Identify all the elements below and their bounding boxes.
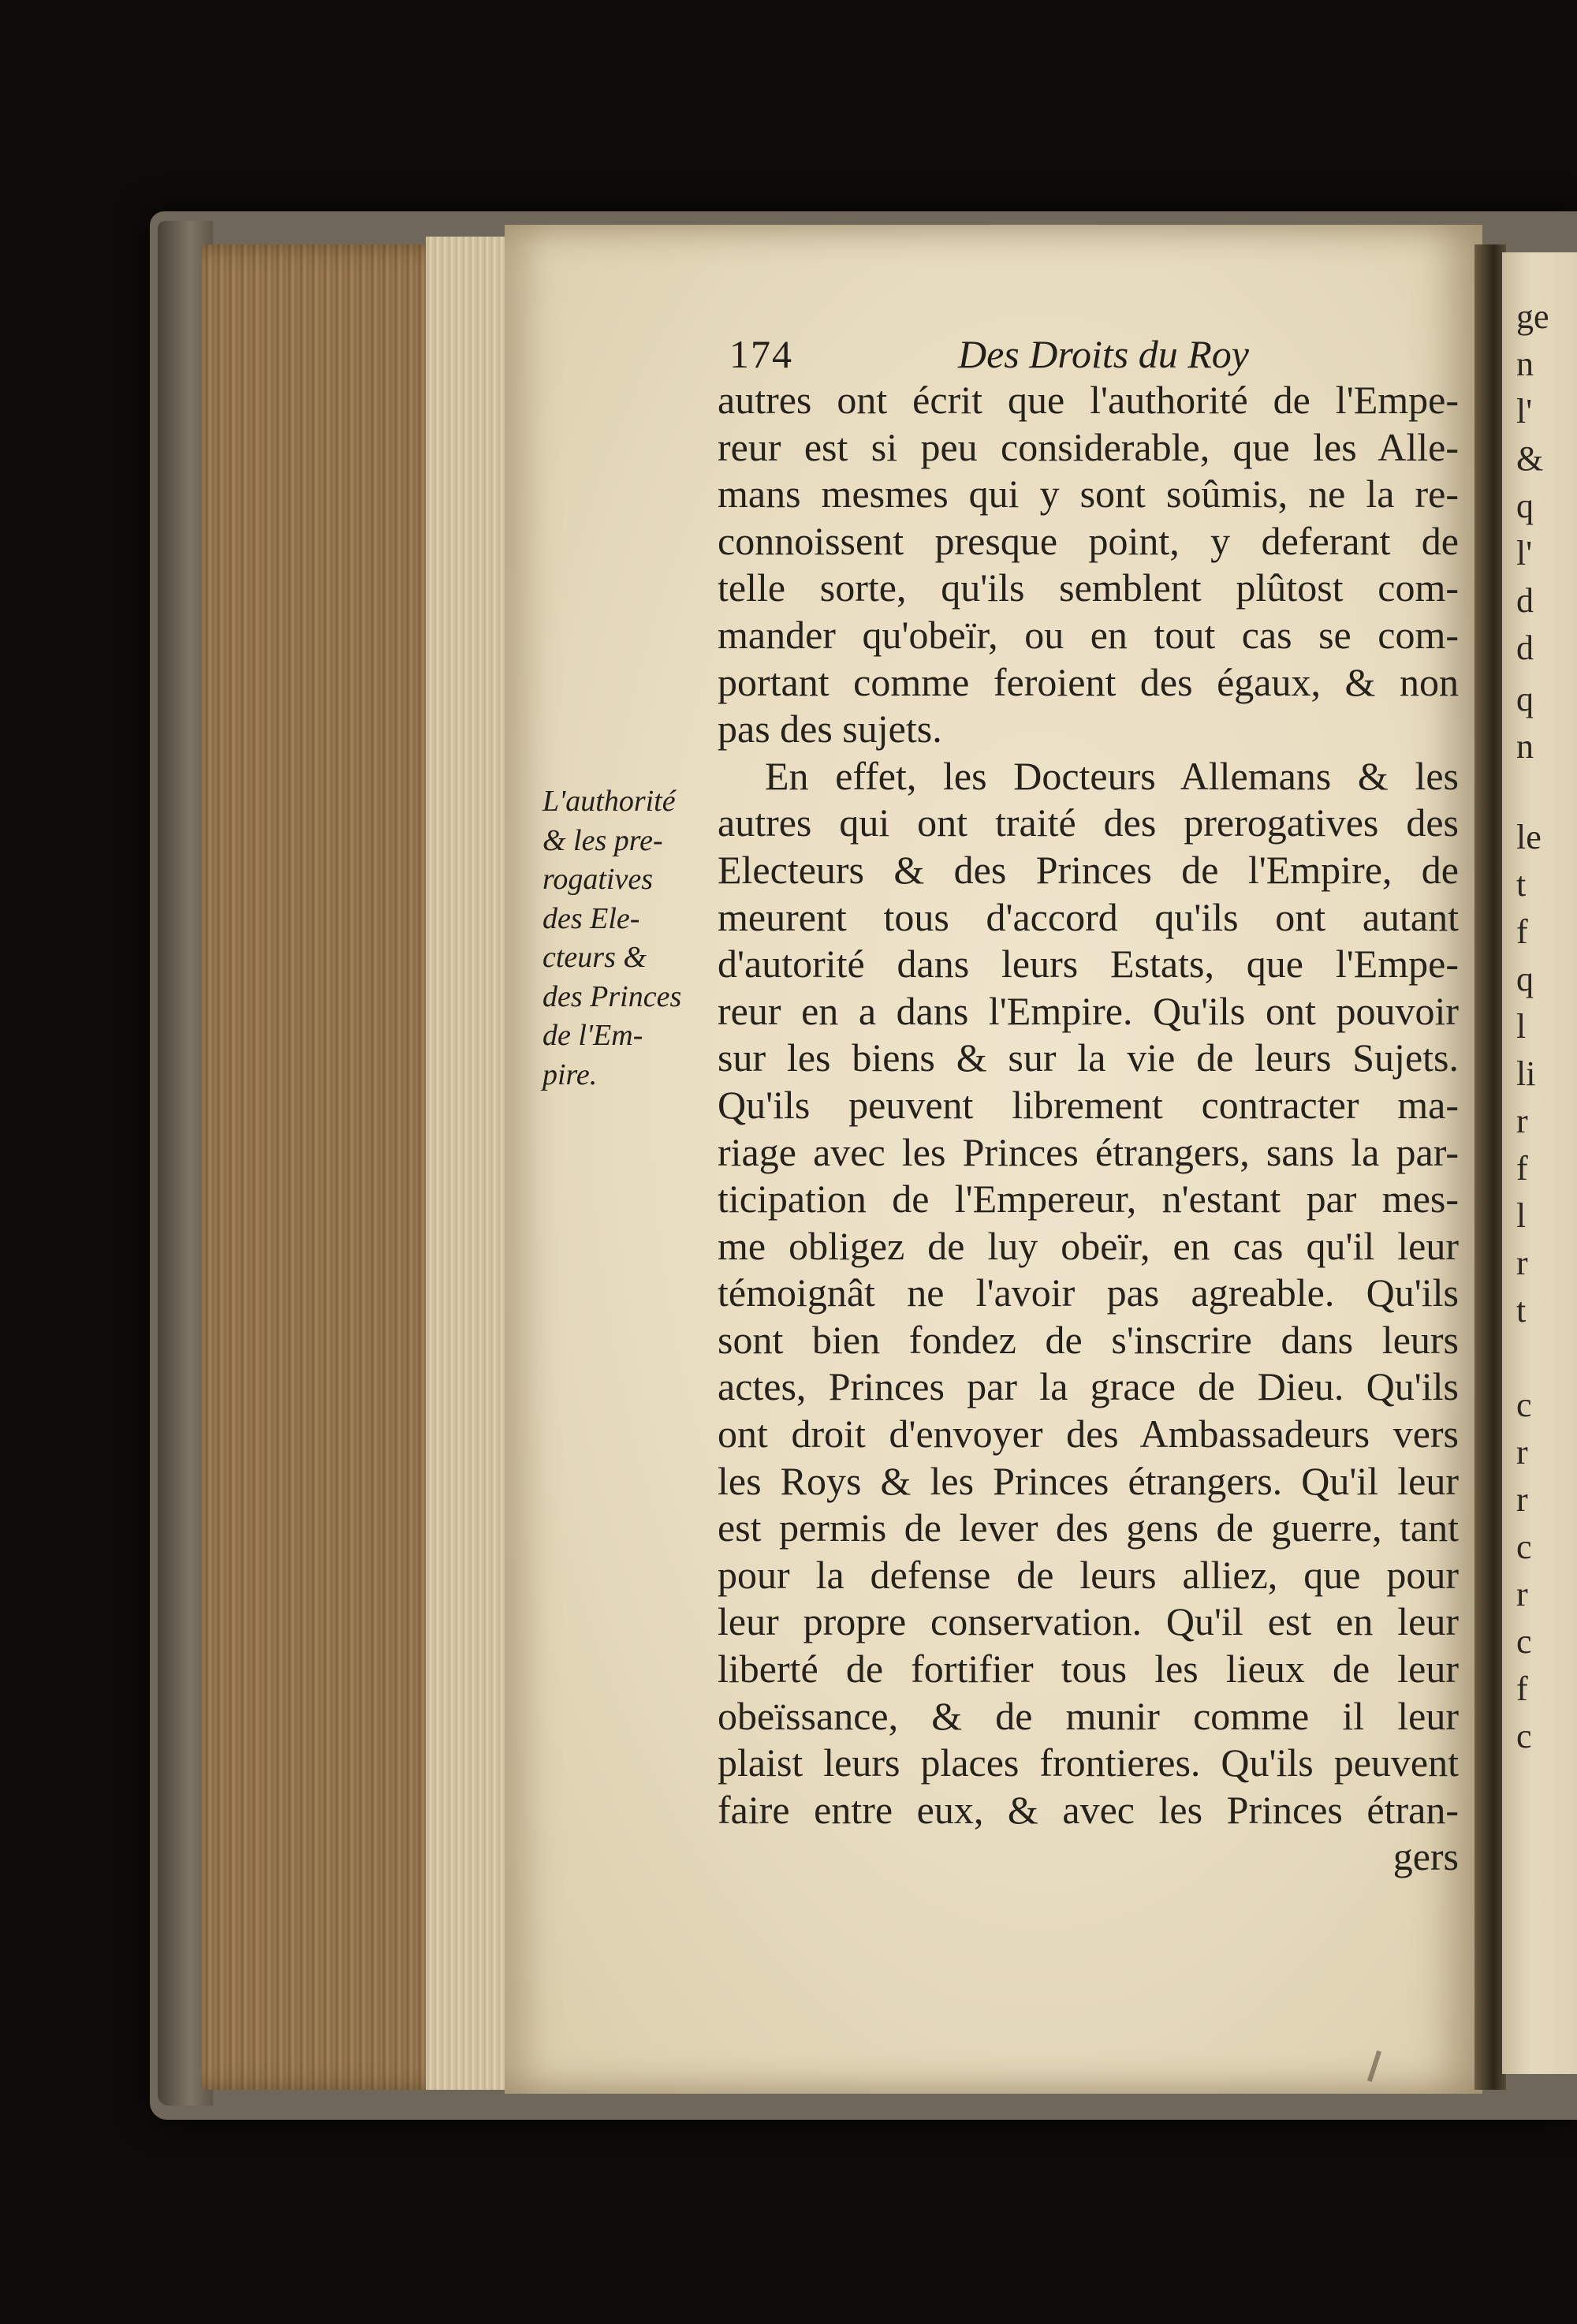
page-edges	[201, 244, 461, 2090]
facing-page-fragment: c	[1516, 1386, 1532, 1424]
margin-note-line: des Princes	[542, 979, 682, 1013]
text-line: me obligez de luy obeïr, en cas qu'il leur	[718, 1223, 1459, 1268]
paragraph-1	[718, 377, 1459, 753]
facing-page-fragment: c	[1516, 1528, 1532, 1566]
facing-page-fragment: l	[1516, 1007, 1527, 1046]
facing-page-fragment: t	[1516, 1291, 1527, 1330]
facing-page-fragment: d	[1516, 629, 1534, 667]
text-line: obeïssance, & de munir comme il leur	[718, 1693, 1459, 1738]
facing-page-fragment: n	[1516, 727, 1534, 766]
text-line: sur les biens & sur la vie de leurs Sujets.	[718, 1035, 1459, 1080]
text-line: témoignât ne l'avoir pas agreable. Qu'ils	[718, 1270, 1459, 1315]
catchword: gers	[1392, 1834, 1459, 1879]
margin-note-line: de l'Em-	[542, 1019, 643, 1052]
facing-page-fragment: f	[1516, 912, 1528, 951]
text-line: reur en a dans l'Empire. Qu'ils ont pouvoir	[718, 988, 1459, 1033]
facing-page-fragment: r	[1516, 1244, 1528, 1282]
facing-page-fragment: f	[1516, 1149, 1528, 1188]
facing-page-fragment: d	[1516, 581, 1534, 620]
facing-page-fragment: q	[1516, 487, 1534, 525]
page-number: 174	[729, 332, 793, 376]
facing-page-fragment: n	[1516, 345, 1534, 383]
text-line: mander qu'obeïr, ou en tout cas se com-	[718, 612, 1459, 657]
text-line: telle sorte, qu'ils semblent plûtost com-	[718, 565, 1459, 610]
margin-note-line: cteurs &	[542, 941, 647, 974]
text-line: En effet, les Docteurs Allemans & les	[765, 753, 1459, 798]
facing-page-fragment: l'	[1516, 534, 1533, 573]
text-line: liberté de fortifier tous les lieux de leur	[718, 1647, 1459, 1692]
text-line: Qu'ils peuvent librement contracter ma-	[718, 1082, 1459, 1127]
facing-page-fragment: l'	[1516, 392, 1533, 431]
facing-page-fragment: q	[1516, 680, 1534, 718]
text-line: plaist leurs places frontieres. Qu'ils peuvent	[718, 1740, 1459, 1785]
text-line: est permis de lever des gens de guerre, tant	[718, 1505, 1459, 1550]
text-line: pour la defense de leurs alliez, que pour	[718, 1552, 1459, 1597]
text-line: pas des sujets.	[718, 707, 942, 752]
facing-page-fragment: f	[1516, 1669, 1528, 1708]
facing-page-fragment: q	[1516, 960, 1534, 998]
facing-page-fragment: le	[1516, 818, 1542, 856]
facing-page	[1502, 252, 1577, 2074]
text-line: ticipation de l'Empereur, n'estant par mes-	[718, 1177, 1459, 1222]
facing-page-fragment: &	[1516, 439, 1544, 478]
main-text	[718, 377, 1459, 1881]
margin-note-line: des Ele-	[542, 901, 640, 935]
margin-note-line: rogatives	[542, 863, 654, 896]
facing-page-fragment: l	[1516, 1196, 1527, 1235]
facing-page-fragment: ge	[1516, 297, 1549, 336]
book-gutter	[1474, 244, 1506, 2090]
text-line: mans mesmes qui y sont soûmis, ne la re-	[718, 472, 1459, 517]
text-line: Electeurs & des Princes de l'Empire, de	[718, 847, 1459, 892]
margin-note-line: & les pre-	[542, 823, 663, 857]
facing-page-fragment: r	[1516, 1575, 1528, 1613]
text-line: riage avec les Princes étrangers, sans la par-	[718, 1129, 1459, 1174]
running-title: Des Droits du Roy	[958, 332, 1249, 376]
text-line: reur est si peu considerable, que les Alle-	[718, 424, 1459, 469]
facing-page-fragment: c	[1516, 1717, 1532, 1755]
text-line: leur propre conservation. Qu'il est en leur	[718, 1599, 1459, 1644]
facing-page-fragment: li	[1516, 1054, 1536, 1093]
facing-page-fragment: r	[1516, 1480, 1528, 1519]
text-line: connoissent presque point, y deferant de	[718, 518, 1459, 563]
text-line: meurent tous d'accord qu'ils ont autant	[718, 894, 1459, 939]
text-line: d'autorité dans leurs Estats, que l'Empe-	[718, 942, 1459, 987]
text-line: faire entre eux, & avec les Princes étran-	[718, 1787, 1459, 1832]
paragraph-2	[718, 753, 1459, 1834]
text-line: ont droit d'envoyer des Ambassadeurs vers	[718, 1412, 1459, 1457]
facing-page-fragment: c	[1516, 1622, 1532, 1661]
margin-note-line: pire.	[542, 1058, 598, 1091]
facing-page-fragment: r	[1516, 1102, 1528, 1140]
facing-page-fragment: t	[1516, 865, 1527, 904]
text-line: actes, Princes par la grace de Dieu. Qu'ils	[718, 1364, 1459, 1409]
text-line: les Roys & les Princes étrangers. Qu'il leur	[718, 1458, 1459, 1503]
text-line: autres qui ont traité des prerogatives des	[718, 800, 1459, 845]
text-line: sont bien fondez de s'inscrire dans leurs	[718, 1317, 1459, 1362]
text-line: autres ont écrit que l'authorité de l'Empe-	[718, 378, 1459, 422]
margin-note-line: L'authorité	[542, 785, 676, 818]
text-line: portant comme feroient des égaux, & non	[718, 659, 1459, 704]
facing-page-fragment: r	[1516, 1433, 1528, 1472]
margin-note	[542, 782, 716, 1095]
